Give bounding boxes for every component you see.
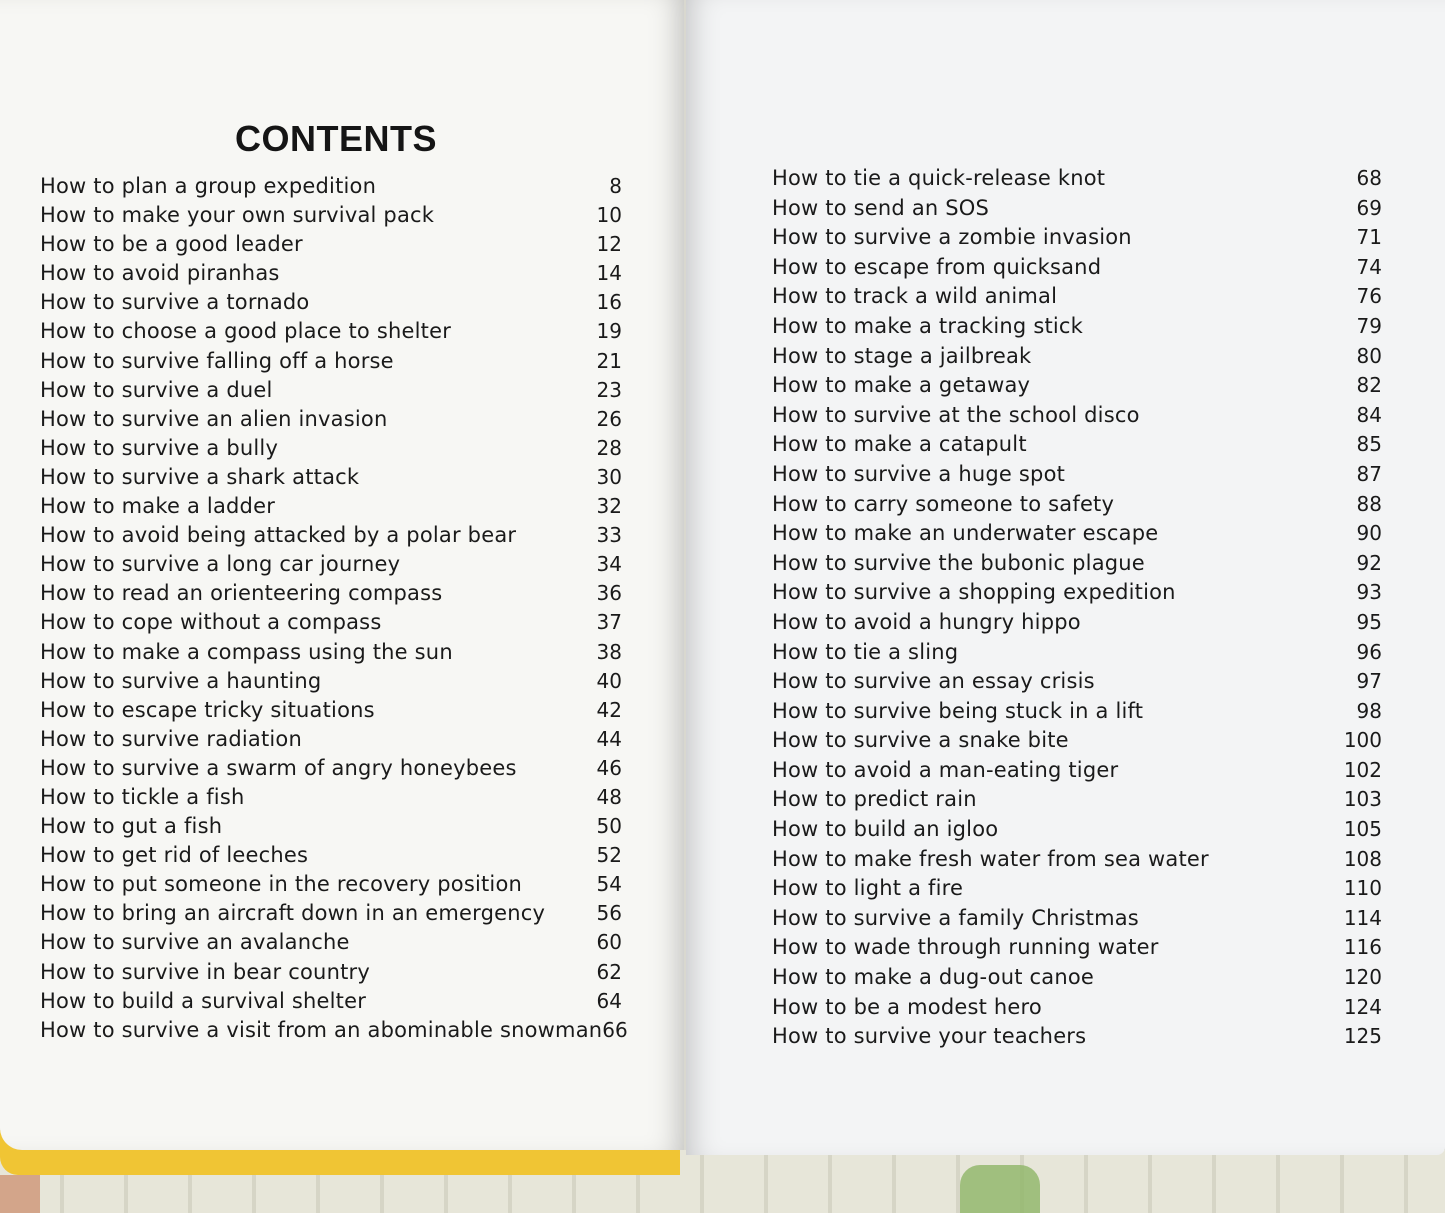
toc-entry-title: How to get rid of leeches bbox=[40, 843, 309, 868]
toc-entry-page-number: 114 bbox=[1343, 905, 1382, 930]
toc-entry-title: How to survive a family Christmas bbox=[772, 905, 1139, 930]
toc-entry bbox=[40, 1016, 628, 1045]
toc-entry-title: How to survive a shark attack bbox=[40, 464, 360, 489]
toc-entry-title: How to predict rain bbox=[772, 787, 977, 812]
toc-entry bbox=[40, 812, 622, 841]
toc-entry-title: How to carry someone to safety bbox=[772, 491, 1115, 516]
toc-entry bbox=[40, 376, 622, 405]
toc-entry-title: How to tie a quick-release knot bbox=[772, 166, 1106, 190]
toc-entry-title: How to survive a shopping expedition bbox=[772, 580, 1176, 605]
toc-entry-page-number: 95 bbox=[1356, 609, 1382, 634]
toc-entry-page-number: 42 bbox=[596, 697, 622, 722]
toc-entry-page-number: 64 bbox=[596, 988, 622, 1013]
toc-entry-page-number: 32 bbox=[596, 494, 622, 519]
toc-entry-title: How to make an underwater escape bbox=[772, 521, 1159, 546]
toc-entry-page-number: 10 bbox=[596, 203, 622, 228]
toc-entry-page-number: 54 bbox=[596, 872, 622, 897]
toc-entry-page-number: 38 bbox=[596, 639, 622, 664]
toc-entry-title: How to be a good leader bbox=[40, 232, 303, 257]
toc-entry-title: How to bring an aircraft down in an emergency bbox=[40, 901, 546, 926]
toc-entry-page-number: 60 bbox=[596, 930, 622, 955]
toc-entry bbox=[40, 899, 622, 928]
toc-entry-page-number: 85 bbox=[1356, 432, 1382, 457]
toc-entry-title: How to survive falling off a horse bbox=[40, 348, 394, 373]
toc-entry bbox=[772, 726, 1382, 756]
toc-entry-title: How to tickle a fish bbox=[40, 784, 245, 809]
toc-entry-title: How to make fresh water from sea water bbox=[772, 846, 1209, 871]
toc-entry-title: How to survive a bully bbox=[40, 435, 279, 460]
toc-entry-title: How to survive a huge spot bbox=[772, 461, 1066, 486]
toc-entry bbox=[40, 667, 622, 696]
toc-entry-page-number: 102 bbox=[1343, 757, 1382, 782]
toc-entry bbox=[40, 870, 622, 899]
toc-entry-title: How to survive a duel bbox=[40, 377, 273, 402]
toc-entry bbox=[772, 312, 1382, 342]
toc-entry-page-number: 37 bbox=[596, 610, 622, 635]
toc-entry bbox=[40, 521, 622, 550]
toc-entry-page-number: 36 bbox=[596, 581, 622, 606]
toc-entry bbox=[40, 230, 622, 259]
toc-entry-title: How to survive at the school disco bbox=[772, 402, 1140, 427]
toc-entry-page-number: 23 bbox=[596, 377, 622, 402]
toc-entry-title: How to cope without a compass bbox=[40, 610, 382, 635]
toc-entry-page-number: 33 bbox=[596, 523, 622, 548]
toc-entry-title: How to tie a sling bbox=[772, 639, 959, 664]
toc-entry-page-number: 108 bbox=[1343, 846, 1382, 871]
contents-heading: CONTENTS bbox=[235, 118, 437, 159]
toc-entry bbox=[772, 342, 1382, 372]
toc-entry-page-number: 76 bbox=[1356, 284, 1382, 309]
toc-entry bbox=[772, 460, 1382, 490]
toc-entry-page-number: 110 bbox=[1343, 876, 1382, 901]
toc-entry-title: How to survive in bear country bbox=[40, 959, 370, 984]
toc-entry-page-number: 87 bbox=[1356, 461, 1382, 486]
toc-entry bbox=[772, 371, 1382, 401]
toc-entry-page-number: 69 bbox=[1356, 195, 1382, 220]
toc-entry-title: How to survive the bubonic plague bbox=[772, 550, 1145, 575]
toc-entry-title: How to escape tricky situations bbox=[40, 697, 375, 722]
toc-entry bbox=[40, 550, 622, 579]
toc-entry-title: How to build a survival shelter bbox=[40, 988, 367, 1013]
toc-entry-page-number: 56 bbox=[596, 901, 622, 926]
toc-entry-title: How to survive an alien invasion bbox=[40, 406, 388, 431]
toc-entry-page-number: 44 bbox=[596, 726, 622, 751]
toc-entry-page-number: 30 bbox=[596, 464, 622, 489]
toc-entry-title: How to make a dug-out canoe bbox=[772, 965, 1095, 990]
toc-entry bbox=[772, 667, 1382, 697]
toc-entry-title: How to wade through running water bbox=[772, 935, 1159, 960]
toc-entry-page-number: 80 bbox=[1356, 343, 1382, 368]
toc-entry bbox=[40, 841, 622, 870]
toc-entry bbox=[772, 756, 1382, 786]
toc-entry-page-number: 100 bbox=[1343, 728, 1382, 753]
toc-entry-page-number: 14 bbox=[596, 261, 622, 286]
toc-entry-title: How to avoid being attacked by a polar bear bbox=[40, 523, 517, 548]
toc-entry-title: How to survive an essay crisis bbox=[772, 669, 1095, 694]
toc-entry bbox=[772, 430, 1382, 460]
toc-entry-page-number: 74 bbox=[1356, 254, 1382, 279]
toc-entry bbox=[40, 259, 622, 288]
toc-entry bbox=[772, 933, 1382, 963]
toc-entry bbox=[772, 815, 1382, 845]
toc-entry-title: How to choose a good place to shelter bbox=[40, 319, 452, 344]
toc-entry-title: How to survive an avalanche bbox=[40, 930, 350, 955]
toc-entry bbox=[772, 1022, 1382, 1052]
toc-entry-page-number: 46 bbox=[596, 755, 622, 780]
toc-entry-title: How to gut a fish bbox=[40, 814, 223, 839]
toc-entry-page-number: 88 bbox=[1356, 491, 1382, 516]
toc-entry bbox=[772, 253, 1382, 283]
toc-entry bbox=[40, 201, 622, 230]
toc-entry-title: How to read an orienteering compass bbox=[40, 581, 443, 606]
toc-entry bbox=[40, 347, 622, 376]
toc-entry bbox=[40, 579, 622, 608]
toc-entry-page-number: 62 bbox=[596, 959, 622, 984]
toc-entry bbox=[40, 492, 622, 521]
toc-entry-title: How to make a ladder bbox=[40, 494, 276, 519]
toc-entry bbox=[772, 578, 1382, 608]
toc-entry bbox=[772, 993, 1382, 1023]
toc-entry-title: How to survive a zombie invasion bbox=[772, 225, 1132, 250]
toc-entry-title: How to survive a haunting bbox=[40, 668, 322, 693]
toc-entry-page-number: 12 bbox=[596, 232, 622, 257]
toc-entry-page-number: 97 bbox=[1356, 669, 1382, 694]
toc-entry-title: How to avoid piranhas bbox=[40, 261, 280, 286]
toc-entry-page-number: 103 bbox=[1343, 787, 1382, 812]
toc-entry-page-number: 40 bbox=[596, 668, 622, 693]
toc-list-right bbox=[772, 164, 1382, 1052]
toc-entry-title: How to light a fire bbox=[772, 876, 964, 901]
toc-entry bbox=[772, 963, 1382, 993]
toc-entry-title: How to be a modest hero bbox=[772, 994, 1042, 1019]
toc-entry-page-number: 21 bbox=[596, 348, 622, 373]
toc-entry-title: How to survive a swarm of angry honeybees bbox=[40, 755, 517, 780]
toc-entry-page-number: 16 bbox=[596, 290, 622, 315]
toc-entry bbox=[40, 434, 622, 463]
toc-entry-title: How to stage a jailbreak bbox=[772, 343, 1032, 368]
toc-entry-page-number: 96 bbox=[1356, 639, 1382, 664]
toc-entry-page-number: 28 bbox=[596, 435, 622, 460]
toc-entry-title: How to survive radiation bbox=[40, 726, 302, 751]
toc-entry-page-number: 105 bbox=[1343, 817, 1382, 842]
toc-entry-page-number: 71 bbox=[1356, 225, 1382, 250]
toc-entry bbox=[40, 928, 622, 957]
toc-entry-page-number: 93 bbox=[1356, 580, 1382, 605]
toc-entry-title: How to avoid a hungry hippo bbox=[772, 609, 1081, 634]
toc-entry bbox=[40, 172, 622, 201]
toc-entry-page-number: 50 bbox=[596, 814, 622, 839]
right-page bbox=[686, 0, 1445, 1155]
toc-list-left bbox=[40, 172, 628, 1045]
toc-entry-title: How to survive a long car journey bbox=[40, 552, 401, 577]
toc-entry bbox=[40, 783, 622, 812]
toc-entry-title: How to plan a group expedition bbox=[40, 174, 377, 198]
toc-entry bbox=[772, 874, 1382, 904]
toc-entry-page-number: 34 bbox=[596, 552, 622, 577]
toc-entry-title: How to survive a snake bite bbox=[772, 728, 1069, 753]
toc-entry-title: How to put someone in the recovery position bbox=[40, 872, 523, 897]
toc-entry-page-number: 48 bbox=[596, 784, 622, 809]
toc-entry-title: How to survive a visit from an abominable snowman bbox=[40, 1017, 603, 1042]
toc-entry bbox=[40, 696, 622, 725]
toc-entry bbox=[40, 317, 622, 346]
toc-entry bbox=[772, 282, 1382, 312]
toc-entry bbox=[40, 754, 622, 783]
toc-entry-title: How to make a catapult bbox=[772, 432, 1027, 457]
toc-entry-page-number: 66 bbox=[602, 1017, 628, 1042]
toc-entry bbox=[40, 608, 622, 637]
toc-entry bbox=[40, 958, 622, 987]
toc-entry bbox=[40, 638, 622, 667]
toc-entry bbox=[772, 638, 1382, 668]
toc-entry-title: How to make a compass using the sun bbox=[40, 639, 453, 664]
toc-entry-title: How to track a wild animal bbox=[772, 284, 1058, 309]
toc-entry-title: How to make a getaway bbox=[772, 373, 1031, 398]
toc-entry-title: How to avoid a man-eating tiger bbox=[772, 757, 1119, 782]
mat-red-tile bbox=[0, 1175, 40, 1213]
toc-entry bbox=[772, 845, 1382, 875]
toc-entry-page-number: 124 bbox=[1343, 994, 1382, 1019]
mat-green-tile bbox=[960, 1165, 1040, 1213]
toc-entry bbox=[772, 608, 1382, 638]
toc-entry-page-number: 125 bbox=[1343, 1024, 1382, 1049]
toc-entry-page-number: 52 bbox=[596, 843, 622, 868]
toc-entry bbox=[772, 785, 1382, 815]
toc-entry bbox=[772, 549, 1382, 579]
toc-entry-page-number: 120 bbox=[1343, 965, 1382, 990]
toc-entry bbox=[40, 725, 622, 754]
toc-entry-title: How to make your own survival pack bbox=[40, 203, 435, 228]
toc-entry-page-number: 19 bbox=[596, 319, 622, 344]
toc-entry-title: How to build an igloo bbox=[772, 817, 999, 842]
toc-entry bbox=[772, 401, 1382, 431]
toc-entry-page-number: 79 bbox=[1356, 313, 1382, 338]
toc-entry bbox=[772, 519, 1382, 549]
toc-entry bbox=[40, 463, 622, 492]
toc-entry-title: How to survive a tornado bbox=[40, 290, 310, 315]
toc-entry-page-number: 68 bbox=[1356, 166, 1382, 190]
toc-entry bbox=[40, 288, 622, 317]
toc-entry-page-number: 26 bbox=[596, 406, 622, 431]
toc-entry-page-number: 82 bbox=[1356, 373, 1382, 398]
toc-entry-page-number: 8 bbox=[609, 174, 622, 198]
toc-entry bbox=[40, 405, 622, 434]
toc-entry bbox=[772, 223, 1382, 253]
toc-entry-page-number: 90 bbox=[1356, 521, 1382, 546]
toc-entry-title: How to survive being stuck in a lift bbox=[772, 698, 1144, 723]
toc-entry-title: How to make a tracking stick bbox=[772, 313, 1084, 338]
toc-entry-page-number: 116 bbox=[1343, 935, 1382, 960]
toc-entry bbox=[772, 697, 1382, 727]
toc-entry-title: How to survive your teachers bbox=[772, 1024, 1087, 1049]
toc-entry bbox=[772, 490, 1382, 520]
toc-entry-page-number: 98 bbox=[1356, 698, 1382, 723]
toc-entry-page-number: 84 bbox=[1356, 402, 1382, 427]
toc-entry-title: How to escape from quicksand bbox=[772, 254, 1102, 279]
toc-entry bbox=[40, 987, 622, 1016]
toc-entry bbox=[772, 164, 1382, 194]
toc-entry bbox=[772, 194, 1382, 224]
left-page bbox=[0, 0, 684, 1150]
toc-entry bbox=[772, 904, 1382, 934]
toc-entry-title: How to send an SOS bbox=[772, 195, 990, 220]
toc-entry-page-number: 92 bbox=[1356, 550, 1382, 575]
